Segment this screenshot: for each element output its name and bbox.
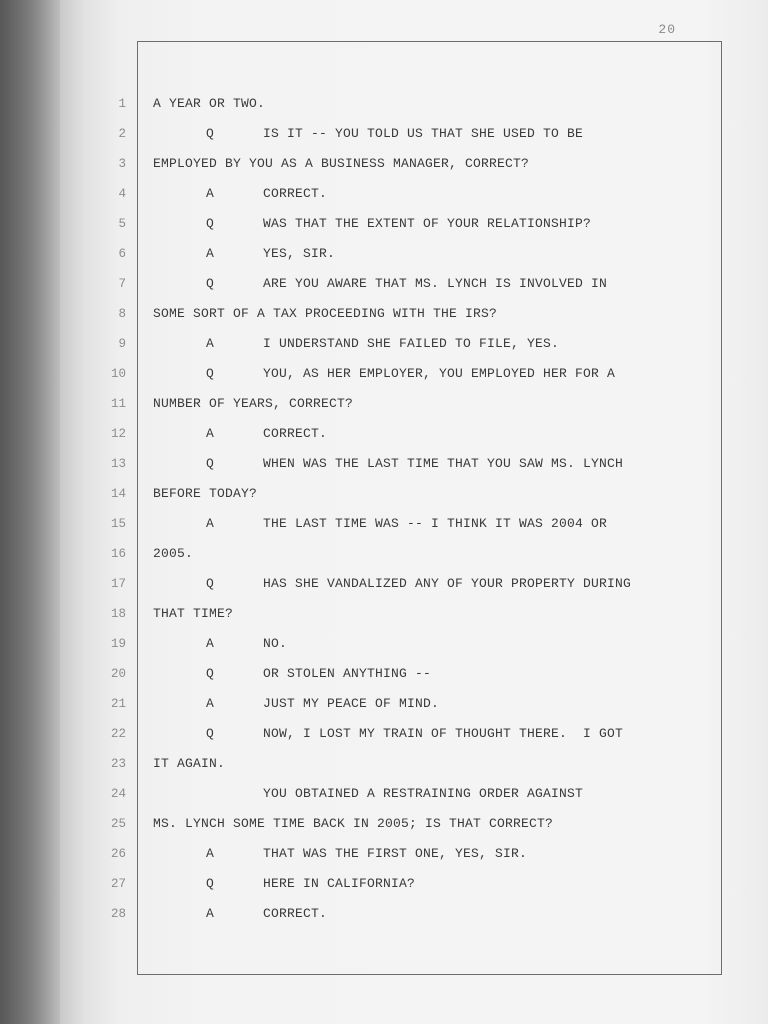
speaker-label: Q <box>206 666 215 681</box>
transcript-line <box>153 124 713 154</box>
line-number: 15 <box>110 517 126 531</box>
line-number: 5 <box>118 217 126 231</box>
transcript-line <box>153 394 713 424</box>
line-number: 17 <box>110 577 126 591</box>
page-number: 20 <box>658 22 676 37</box>
transcript-line <box>153 454 713 484</box>
line-number: 7 <box>118 277 126 291</box>
speaker-label: Q <box>206 216 215 231</box>
line-text: JUST MY PEACE OF MIND. <box>263 696 440 711</box>
transcript-line <box>153 574 713 604</box>
line-text: YES, SIR. <box>263 246 336 261</box>
line-text: I UNDERSTAND SHE FAILED TO FILE, YES. <box>263 336 560 351</box>
speaker-label: A <box>206 426 215 441</box>
line-text: A YEAR OR TWO. <box>153 96 266 111</box>
speaker-label: Q <box>206 576 215 591</box>
transcript-line <box>153 664 713 694</box>
speaker-label: Q <box>206 876 215 891</box>
transcript-line <box>153 514 713 544</box>
transcript-line <box>153 754 713 784</box>
transcript-line <box>153 694 713 724</box>
transcript-line <box>153 244 713 274</box>
line-text: WHEN WAS THE LAST TIME THAT YOU SAW MS. LYNCH <box>263 456 624 471</box>
line-number: 28 <box>110 907 126 921</box>
line-text: IS IT -- YOU TOLD US THAT SHE USED TO BE <box>263 126 584 141</box>
line-number: 16 <box>110 547 126 561</box>
line-text: CORRECT. <box>263 906 328 921</box>
line-number: 4 <box>118 187 126 201</box>
speaker-label: A <box>206 906 215 921</box>
line-text: SOME SORT OF A TAX PROCEEDING WITH THE IRS? <box>153 306 498 321</box>
line-text: YOU, AS HER EMPLOYER, YOU EMPLOYED HER FOR A <box>263 366 616 381</box>
line-text: YOU OBTAINED A RESTRAINING ORDER AGAINST <box>263 786 584 801</box>
line-text: MS. LYNCH SOME TIME BACK IN 2005; IS THAT CORRECT? <box>153 816 554 831</box>
line-text: EMPLOYED BY YOU AS A BUSINESS MANAGER, CORRECT? <box>153 156 530 171</box>
line-text: THAT TIME? <box>153 606 234 621</box>
speaker-label: Q <box>206 276 215 291</box>
binding-shadow <box>0 0 60 1024</box>
line-number: 6 <box>118 247 126 261</box>
speaker-label: Q <box>206 726 215 741</box>
line-text: THAT WAS THE FIRST ONE, YES, SIR. <box>263 846 528 861</box>
transcript-line <box>153 154 713 184</box>
transcript-line <box>153 334 713 364</box>
transcript-line <box>153 94 713 124</box>
line-number: 23 <box>110 757 126 771</box>
line-text: NO. <box>263 636 288 651</box>
line-number: 18 <box>110 607 126 621</box>
line-text: HERE IN CALIFORNIA? <box>263 876 416 891</box>
line-number: 10 <box>110 367 126 381</box>
speaker-label: A <box>206 186 215 201</box>
line-number: 3 <box>118 157 126 171</box>
line-number: 24 <box>110 787 126 801</box>
speaker-label: Q <box>206 126 215 141</box>
transcript-line <box>153 634 713 664</box>
transcript-line <box>153 184 713 214</box>
transcript-line <box>153 724 713 754</box>
transcript-line <box>153 814 713 844</box>
line-text: CORRECT. <box>263 426 328 441</box>
line-number: 11 <box>110 397 126 411</box>
speaker-label: A <box>206 696 215 711</box>
transcript-line <box>153 304 713 334</box>
speaker-label: A <box>206 636 215 651</box>
line-number: 9 <box>118 337 126 351</box>
line-number: 13 <box>110 457 126 471</box>
speaker-label: A <box>206 246 215 261</box>
speaker-label: A <box>206 336 215 351</box>
line-number-column <box>98 94 126 934</box>
line-text: THE LAST TIME WAS -- I THINK IT WAS 2004 OR <box>263 516 608 531</box>
line-text: ARE YOU AWARE THAT MS. LYNCH IS INVOLVED IN <box>263 276 608 291</box>
line-number: 12 <box>110 427 126 441</box>
speaker-label: Q <box>206 366 215 381</box>
line-number: 22 <box>110 727 126 741</box>
line-number: 21 <box>110 697 126 711</box>
line-text: NUMBER OF YEARS, CORRECT? <box>153 396 354 411</box>
line-text: 2005. <box>153 546 194 561</box>
line-text: NOW, I LOST MY TRAIN OF THOUGHT THERE. I GOT <box>263 726 624 741</box>
transcript-line <box>153 424 713 454</box>
transcript-text <box>153 94 713 934</box>
line-text: CORRECT. <box>263 186 328 201</box>
transcript-line <box>153 214 713 244</box>
transcript-line <box>153 844 713 874</box>
line-text: BEFORE TODAY? <box>153 486 258 501</box>
line-number: 1 <box>118 97 126 111</box>
transcript-line <box>153 274 713 304</box>
transcript-line <box>153 904 713 934</box>
line-number: 26 <box>110 847 126 861</box>
line-number: 25 <box>110 817 126 831</box>
transcript-line <box>153 484 713 514</box>
transcript-line <box>153 784 713 814</box>
line-text: IT AGAIN. <box>153 756 226 771</box>
speaker-label: A <box>206 516 215 531</box>
line-number: 14 <box>110 487 126 501</box>
line-number: 2 <box>118 127 126 141</box>
transcript-line <box>153 874 713 904</box>
speaker-label: A <box>206 846 215 861</box>
speaker-label: Q <box>206 456 215 471</box>
line-text: HAS SHE VANDALIZED ANY OF YOUR PROPERTY DURING <box>263 576 632 591</box>
transcript-line <box>153 544 713 574</box>
line-number: 27 <box>110 877 126 891</box>
transcript-line <box>153 604 713 634</box>
line-number: 20 <box>110 667 126 681</box>
line-text: WAS THAT THE EXTENT OF YOUR RELATIONSHIP? <box>263 216 592 231</box>
transcript-line <box>153 364 713 394</box>
line-number: 19 <box>110 637 126 651</box>
line-text: OR STOLEN ANYTHING -- <box>263 666 432 681</box>
line-number: 8 <box>118 307 126 321</box>
